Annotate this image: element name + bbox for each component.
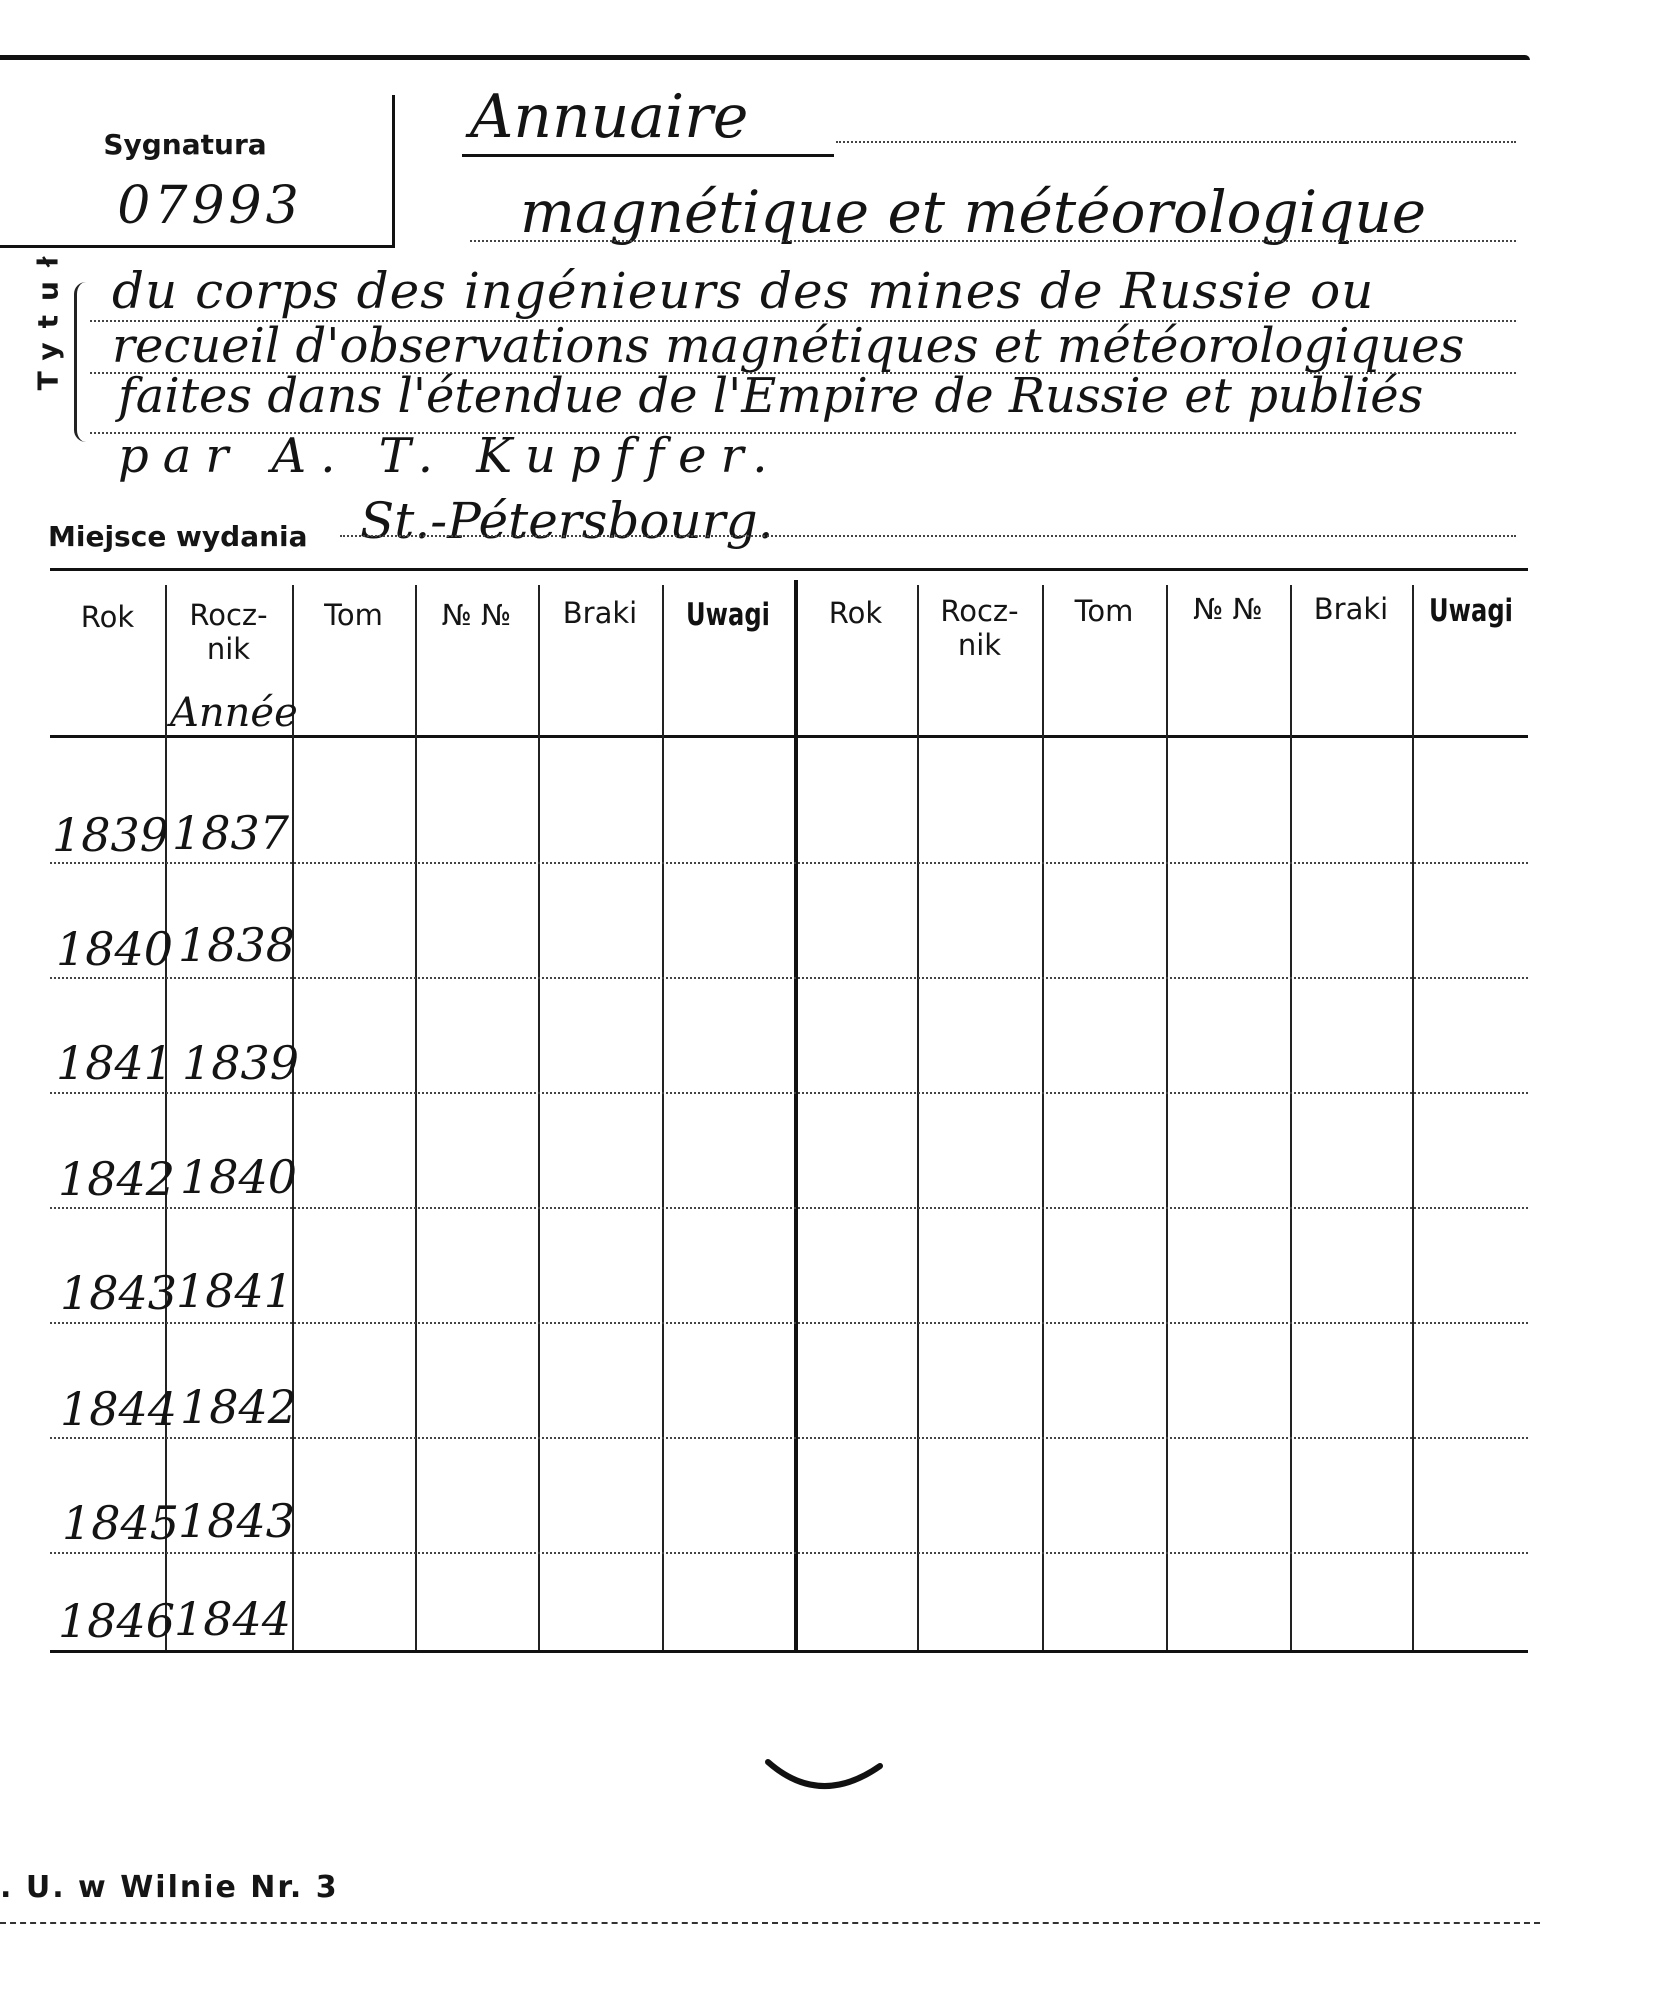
cell-rocznik: 1837: [172, 806, 290, 860]
header-braki-right: Braki: [1313, 592, 1389, 626]
cell-rok: 1841: [56, 1036, 174, 1090]
title-dotline-2: [470, 240, 1516, 242]
cell-rocznik: 1841: [176, 1264, 294, 1318]
row-rule: [50, 1437, 1528, 1439]
footer-text: . U. w Wilnie Nr. 3: [0, 1870, 339, 1905]
col-line: [1412, 585, 1414, 1650]
footer-rule: [0, 1922, 1540, 1924]
header-braki-left: Braki: [562, 596, 638, 630]
header-tom-right: Tom: [1074, 594, 1134, 628]
col-line: [415, 585, 417, 1650]
col-line: [1166, 585, 1168, 1650]
col-line: [538, 585, 540, 1650]
col-line: [1290, 585, 1292, 1650]
header-rok-right: Rok: [828, 596, 883, 630]
place-value: St.-Pétersbourg.: [360, 492, 774, 550]
cell-rok: 1845: [62, 1496, 180, 1550]
cell-rok: 1842: [58, 1152, 176, 1206]
col-line: [1042, 585, 1044, 1650]
title-brace: [74, 282, 91, 442]
card-top-border: [0, 55, 1530, 60]
row-rule: [50, 862, 1528, 864]
header-rocznik-right: Rocz- nik: [940, 594, 1019, 662]
title-line-6: par A. T. Kupffer.: [118, 428, 782, 484]
row-rule: [50, 977, 1528, 979]
cell-rok: 1840: [56, 922, 174, 976]
col-divider-center: [794, 580, 798, 1650]
table-top-rule: [50, 568, 1528, 571]
cell-rocznik: 1843: [178, 1494, 296, 1548]
header-nn-left: № №: [441, 598, 512, 632]
cell-rok: 1839: [52, 808, 170, 862]
title-line-4: recueil d'observations magnétiques et météorologiques: [112, 318, 1465, 374]
header-uwagi-right: Uwagi: [1429, 593, 1513, 629]
cell-rok: 1846: [58, 1594, 176, 1648]
row-rule: [50, 1207, 1528, 1209]
row-rule: [50, 1552, 1528, 1554]
cell-rocznik: 1844: [174, 1592, 292, 1646]
col-line: [917, 585, 919, 1650]
title-line-2: magnétique et météorologique: [520, 178, 1427, 246]
table-bottom-rule: [50, 1650, 1528, 1653]
cell-rok: 1844: [60, 1382, 178, 1436]
cell-rocznik: 1840: [180, 1150, 298, 1204]
row-rule: [50, 1092, 1528, 1094]
col-line: [165, 585, 167, 1650]
title-underline: [462, 154, 834, 157]
cell-rocznik: 1839: [182, 1036, 300, 1090]
place-label: Miejsce wydania: [48, 520, 308, 553]
col-line: [662, 585, 664, 1650]
punch-hole-mark: [750, 1740, 900, 1810]
row-rule: [50, 1322, 1528, 1324]
header-nn-right: № №: [1193, 592, 1263, 626]
cell-rocznik: 1842: [180, 1380, 298, 1434]
header-rocznik-left: Rocz- nik: [189, 598, 268, 666]
header-annee-note: Année: [170, 690, 298, 736]
title-dotline-1: [836, 141, 1516, 143]
title-line-5: faites dans l'étendue de l'Empire de Russie et publiés: [118, 368, 1424, 424]
title-side-label: Tytuł: [31, 242, 65, 391]
place-dotline: [340, 535, 1516, 537]
signature-label: Sygnatura: [103, 128, 267, 161]
header-tom-left: Tom: [324, 598, 383, 632]
col-line: [292, 585, 294, 1650]
header-rok-left: Rok: [80, 600, 135, 634]
title-line-1: Annuaire: [470, 82, 749, 152]
cell-rok: 1843: [60, 1266, 178, 1320]
signature-value: 07993: [117, 176, 303, 236]
cell-rocznik: 1838: [178, 918, 296, 972]
title-line-3: du corps des ingénieurs des mines de Russie ou: [112, 262, 1375, 320]
header-uwagi-left: Uwagi: [686, 597, 770, 633]
